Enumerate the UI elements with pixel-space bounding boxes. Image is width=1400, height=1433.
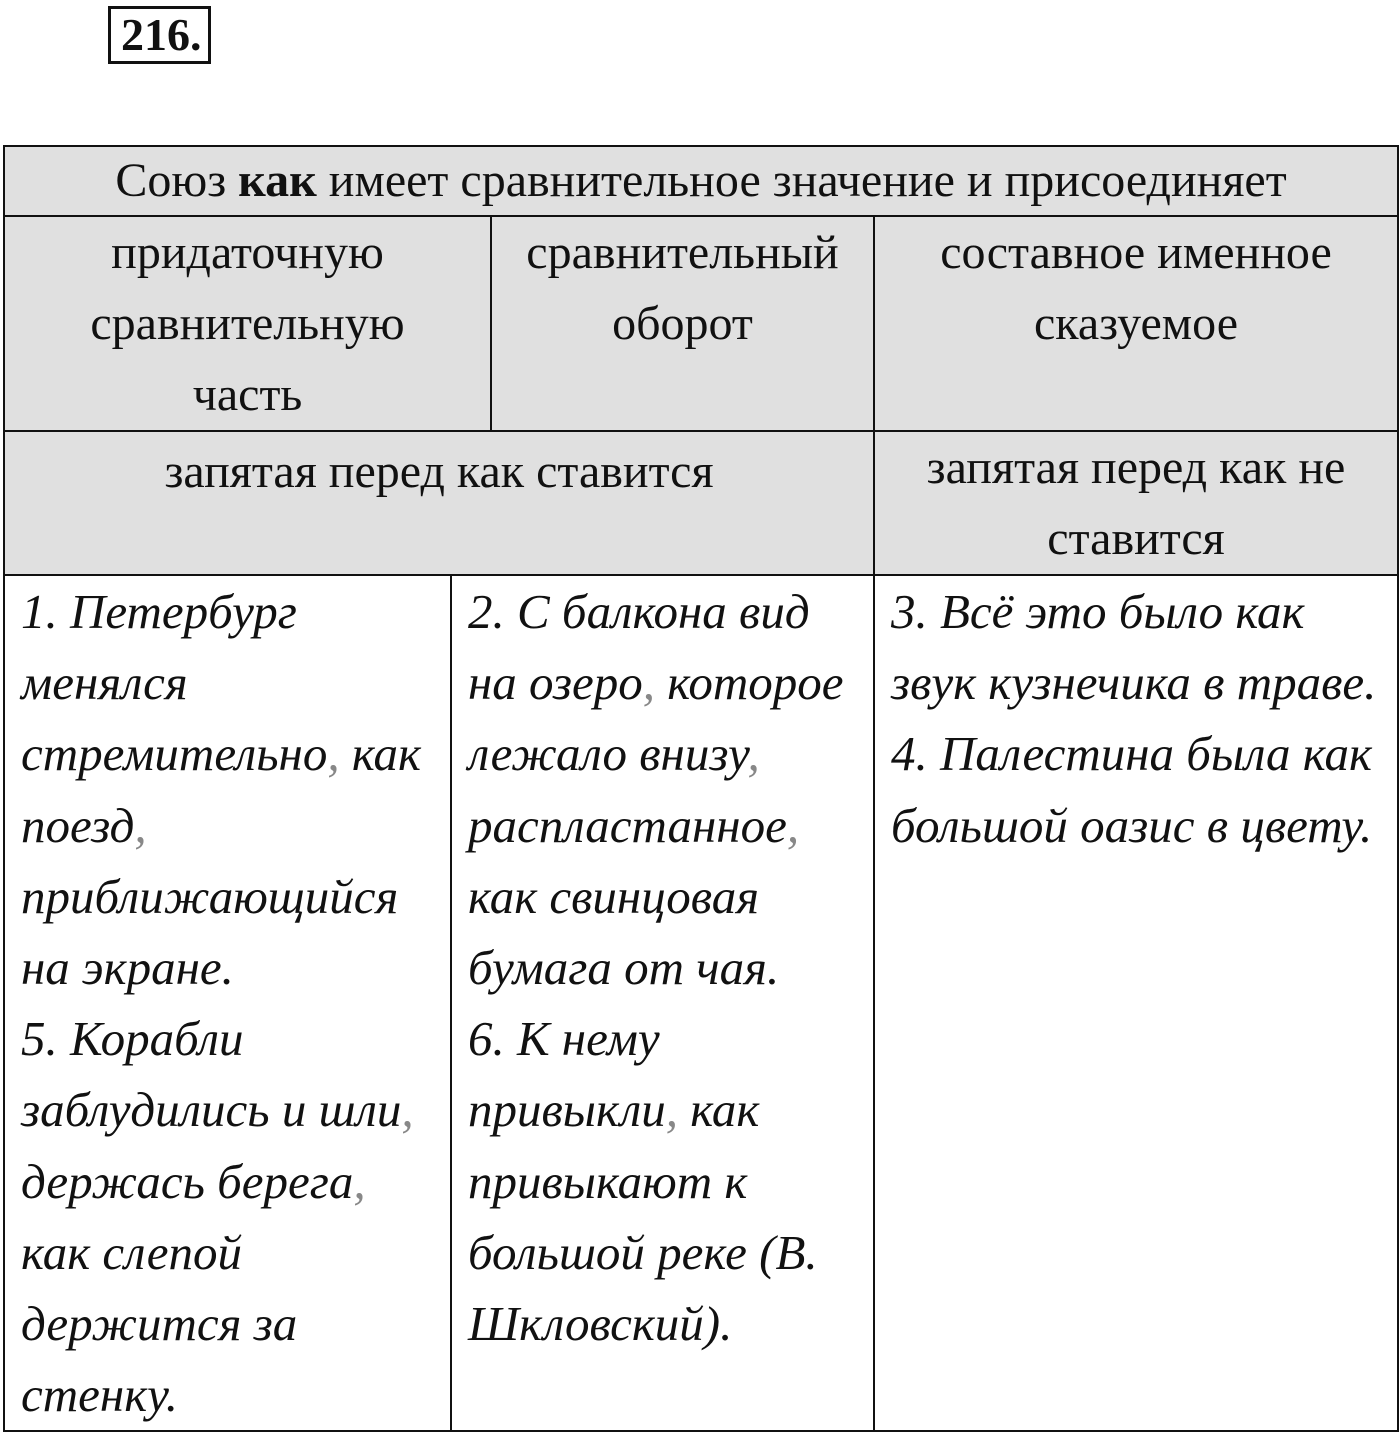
title-suffix: имеет сравнительное значение и присоединяет — [328, 154, 1287, 207]
category-compound-predicate: составное именное сказуемое — [874, 216, 1398, 431]
table-title-cell — [4, 146, 1398, 216]
example-3: 3. Всё это было как звук кузнечика в траве. — [891, 584, 1377, 711]
examples-column-2 — [451, 575, 874, 1431]
exercise-number-dot: . — [190, 9, 202, 60]
example-2: 2. С балкона вид на озеро, которое лежало внизу, распластанное, как свинцовая бумага от чая. — [468, 584, 844, 996]
title-bold-word: как — [238, 154, 317, 207]
punctuation-table — [3, 145, 1399, 1432]
exercise-number: 216 — [121, 9, 190, 60]
rule-comma-placed: запятая перед как ставится — [4, 431, 874, 575]
title-prefix: Союз — [115, 154, 227, 207]
example-6: 6. К нему привыкли, как привыкают к большой реке (В. Шкловский). — [468, 1011, 818, 1352]
exercise-number-box — [108, 6, 211, 64]
examples-column-3 — [874, 575, 1398, 1431]
example-1: 1. Петербург менялся стремительно, как поезд, приближающийся на экране. — [21, 584, 421, 996]
example-4: 4. Палестина была как большой оазис в цвету. — [891, 726, 1373, 853]
example-5: 5. Корабли заблудились и шли, держась берега, как слепой держится за стенку. — [21, 1011, 414, 1423]
category-subordinate-clause: придаточную сравнительную часть — [4, 216, 491, 431]
category-comparative-phrase: сравнительный оборот — [491, 216, 874, 431]
examples-column-1 — [4, 575, 451, 1431]
rule-comma-not-placed: запятая перед как не ставится — [874, 431, 1398, 575]
